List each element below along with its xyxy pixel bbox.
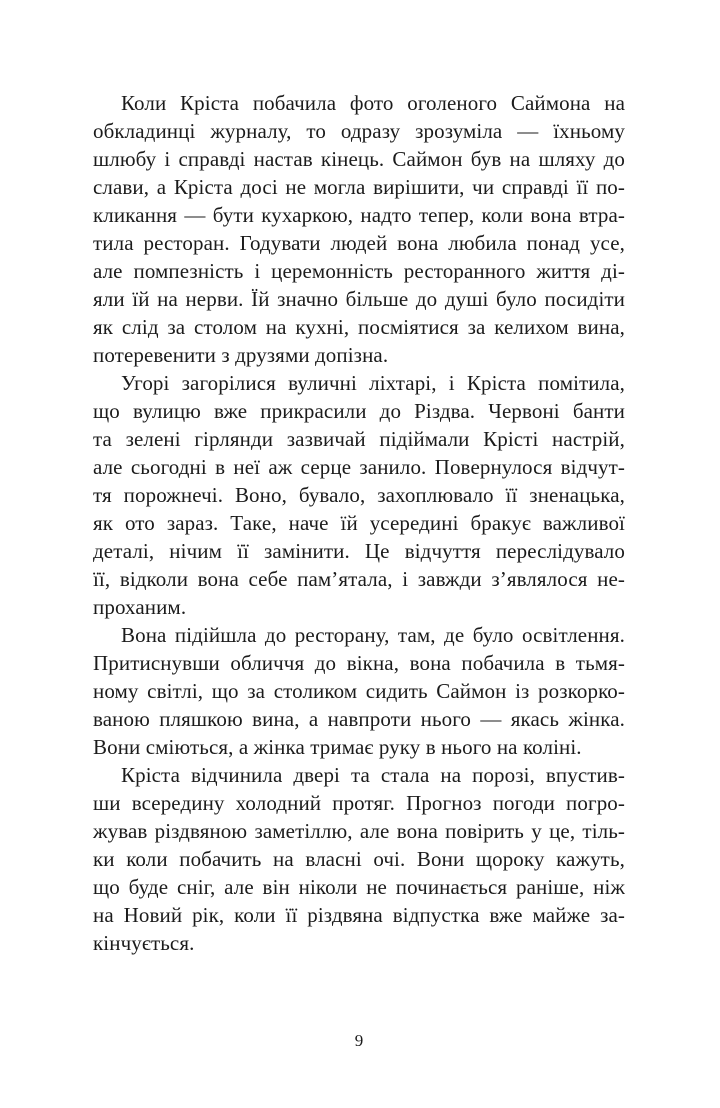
text-line: ки коли побачить на власні очі. Вони щороку кажуть,: [93, 847, 625, 871]
text-line: що вулицю вже прикрасили до Різдва. Червоні банти: [93, 399, 625, 423]
text-line: проханим.: [93, 595, 187, 619]
text-line: як слід за столом на кухні, посміятися за келихом вина,: [93, 315, 625, 339]
text-line: на Новий рік, коли її різдвяна відпустка вже майже за-: [93, 903, 625, 927]
text-line: ваною пляшкою вина, а навпроти нього — якась жінка.: [93, 707, 625, 731]
text-line: Вона підійшла до ресторану, там, де було освітлення.: [121, 623, 625, 647]
text-line: але помпезність і церемонність ресторанного життя ді-: [93, 259, 625, 283]
text-line: обкладинці журналу, то одразу зрозуміла — їхньому: [93, 119, 625, 143]
text-line: кликання — бути кухаркою, надто тепер, коли вона втра-: [93, 203, 625, 227]
text-line: тя порожнечі. Воно, бувало, захоплювало її зненацька,: [93, 483, 625, 507]
text-line: жував різдвяною заметіллю, але вона повірить у це, тіль-: [93, 819, 625, 843]
text-line: кінчується.: [93, 931, 195, 955]
page-number: 9: [354, 1031, 364, 1050]
text-line: та зелені гірлянди зазвичай підіймали Крісті настрій,: [93, 427, 625, 451]
text-line: Притиснувши обличчя до вікна, вона побачила в тьмя-: [93, 651, 625, 675]
page-body: [93, 89, 625, 957]
text-line: її, відколи вона себе пам’ятала, і завжди з’являлося не-: [93, 567, 625, 591]
text-line: ши всередину холодний протяг. Прогноз погоди погро-: [93, 791, 625, 815]
text-line: Угорі загорілися вуличні ліхтарі, і Кріста помітила,: [121, 371, 625, 395]
paragraph: [93, 621, 625, 761]
text-line: Кріста відчинила двері та стала на порозі, впустив-: [121, 763, 625, 787]
text-line: яли їй на нерви. Їй значно більше до душі було посидіти: [93, 287, 625, 311]
text-line: деталі, нічим її замінити. Це відчуття переслідувало: [93, 539, 625, 563]
text-line: слави, а Кріста досі не могла вирішити, чи справді її по-: [93, 175, 625, 199]
text-line: ному світлі, що за столиком сидить Саймон із розкорко-: [93, 679, 625, 703]
text-line: що буде сніг, але він ніколи не починається раніше, ніж: [93, 875, 625, 899]
text-line: тила ресторан. Годувати людей вона любила понад усе,: [93, 231, 625, 255]
text-line: шлюбу і справді настав кінець. Саймон був на шляху до: [93, 147, 625, 171]
text-line: як ото зараз. Таке, наче їй усередині бракує важливої: [93, 511, 625, 535]
paragraph: [93, 761, 625, 957]
text-line: Вони сміються, а жінка тримає руку в нього на коліні.: [93, 735, 582, 759]
text-line: але сьогодні в неї аж серце занило. Повернулося відчут-: [93, 455, 625, 479]
text-line: Коли Кріста побачила фото оголеного Саймона на: [121, 91, 625, 115]
text-line: потеревенити з друзями допізна.: [93, 343, 389, 367]
paragraph: [93, 89, 625, 369]
paragraph: [93, 369, 625, 621]
